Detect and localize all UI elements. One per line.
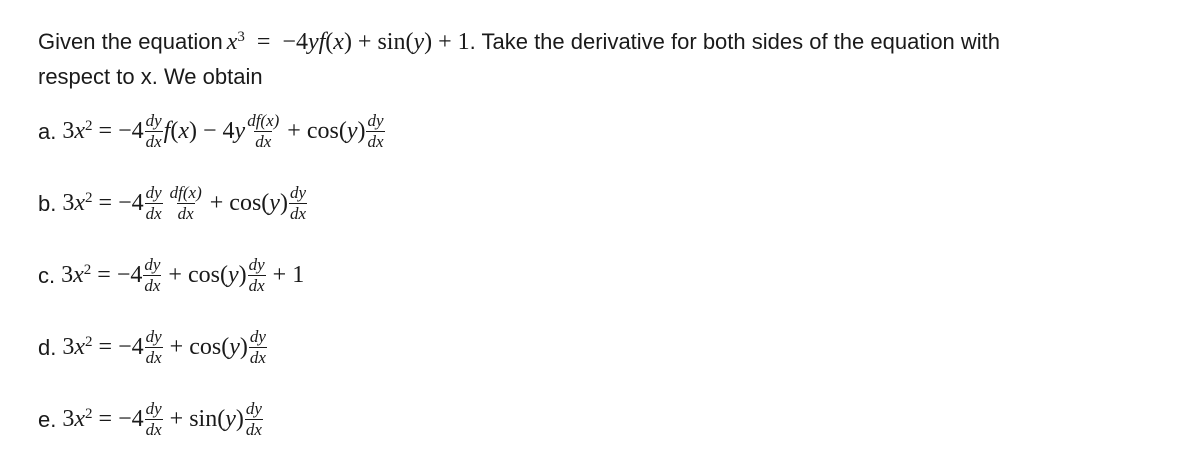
option-c-label: c. [38, 262, 56, 288]
dfx-dx-fraction: $\frac{df(x)}{dx}$ [247, 111, 280, 151]
dy-dx-fraction: $\frac{dy}{dx}$ [145, 399, 162, 439]
option-c[interactable]: c. $3x^2$ = −4 $\frac{dy}{dx}$ + cos(y) $\frac{dy}{dx}$ + 1 [38, 255, 305, 295]
option-e[interactable]: e. $3x^2$ = −4 $\frac{dy}{dx}$ + sin(y) $\frac{dy}{dx}$ [38, 399, 262, 439]
option-b-label: b. [38, 190, 57, 216]
option-d-lhs: $3x^2$ [62, 333, 93, 360]
option-a-lhs: $3x^2$ [62, 117, 93, 144]
dy-dx-fraction: $\frac{dy}{dx}$ [145, 183, 162, 223]
dy-dx-fraction: $\frac{dy}{dx}$ [144, 255, 161, 295]
question-text [38, 26, 1188, 96]
dy-dx-fraction: $\frac{dy}{dx}$ [367, 111, 384, 151]
dy-dx-fraction: $\frac{dy}{dx}$ [145, 111, 162, 151]
question-intro: Given the equation [38, 29, 223, 54]
option-d-label: d. [38, 334, 57, 360]
option-e-label: e. [38, 406, 57, 432]
dy-dx-fraction: $\frac{dy}{dx}$ [248, 255, 265, 295]
dy-dx-fraction: $\frac{dy}{dx}$ [145, 327, 162, 367]
option-a-label: a. [38, 118, 57, 144]
option-c-lhs: $3x^2$ [61, 261, 92, 288]
question-line2: respect to x. We obtain [38, 64, 263, 89]
option-b-lhs: $3x^2$ [62, 189, 93, 216]
option-d[interactable]: d. $3x^2$ = −4 $\frac{dy}{dx}$ + cos(y) $\frac{dy}{dx}$ [38, 327, 266, 367]
question-equation: $x^3 = -4yf(x) + \sin(y) + 1$ [226, 28, 470, 55]
option-b[interactable]: b. $3x^2$ = −4 $\frac{dy}{dx}$ $\frac{df(x)}{dx}$ + cos(y) $\frac{dy}{dx}$ [38, 183, 306, 223]
dy-dx-fraction: $\frac{dy}{dx}$ [245, 399, 262, 439]
dy-dx-fraction: $\frac{dy}{dx}$ [249, 327, 266, 367]
dfx-dx-fraction: $\frac{df(x)}{dx}$ [169, 183, 202, 223]
question-rest: . Take the derivative for both sides of the equation with [469, 29, 1001, 54]
option-a[interactable]: a. $3x^2$ = −4 $\frac{dy}{dx}$ f(x) − 4y $\frac{df(x)}{dx}$ + cos(y) $\frac{dy}{dx}$ [38, 111, 384, 151]
option-e-lhs: $3x^2$ [62, 405, 93, 432]
dy-dx-fraction: $\frac{dy}{dx}$ [289, 183, 306, 223]
